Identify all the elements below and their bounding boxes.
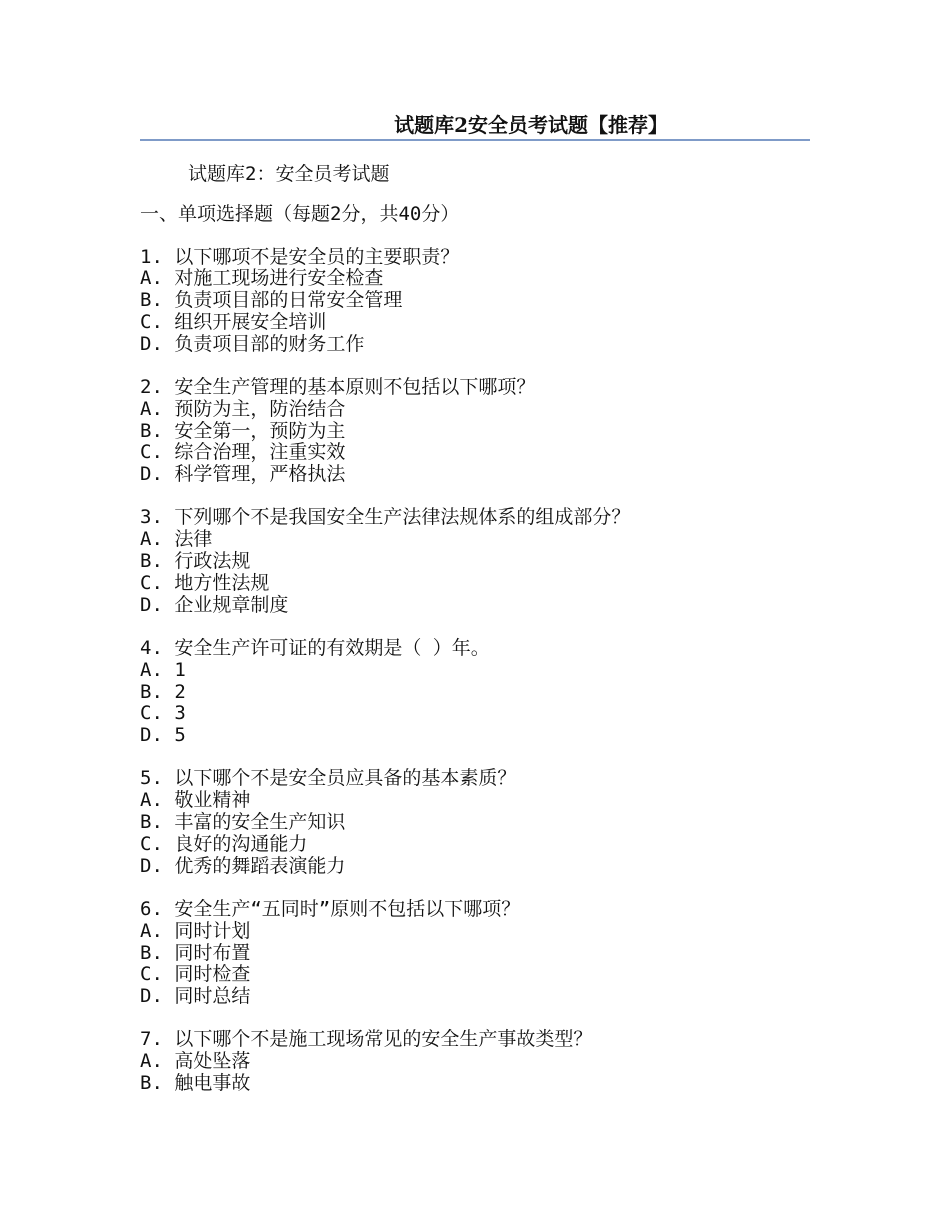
- document-subtitle: 试题库2：安全员考试题: [188, 163, 390, 185]
- question-stem: 4. 安全生产许可证的有效期是（ ）年。: [140, 636, 490, 659]
- question-stem: 1. 以下哪项不是安全员的主要职责？: [140, 245, 460, 268]
- answer-option: D. 企业规章制度: [140, 593, 289, 616]
- answer-option: D. 负责项目部的财务工作: [140, 332, 365, 355]
- question-item: [140, 247, 810, 356]
- answer-option: B. 同时布置: [140, 941, 251, 964]
- question-stem: 7. 以下哪个不是施工现场常见的安全生产事故类型？: [140, 1028, 593, 1051]
- answer-option: C. 良好的沟通能力: [140, 832, 308, 855]
- answer-option: C. 地方性法规: [140, 571, 270, 594]
- answer-option: C. 3: [140, 702, 186, 725]
- question-stem: 2. 安全生产管理的基本原则不包括以下哪项？: [140, 375, 536, 398]
- answer-option: D. 同时总结: [140, 985, 251, 1008]
- answer-option: A. 对施工现场进行安全检查: [140, 267, 384, 290]
- answer-option: B. 负责项目部的日常安全管理: [140, 289, 403, 312]
- answer-option: C. 综合治理，注重实效: [140, 441, 346, 464]
- answer-option: A. 预防为主，防治结合: [140, 397, 346, 420]
- answer-option: B. 触电事故: [140, 1072, 251, 1094]
- answer-option: A. 敬业精神: [140, 789, 251, 812]
- answer-option: A. 法律: [140, 528, 213, 551]
- question-item: [140, 638, 810, 747]
- question-item: [140, 1029, 810, 1094]
- answer-option: B. 丰富的安全生产知识: [140, 811, 346, 834]
- answer-option: A. 高处坠落: [140, 1050, 251, 1073]
- title-divider: [140, 139, 810, 141]
- section-heading: 一、单项选择题（每题2分，共40分）: [140, 203, 460, 225]
- answer-option: B. 行政法规: [140, 550, 251, 573]
- answer-option: C. 组织开展安全培训: [140, 310, 327, 333]
- answer-option: D. 科学管理，严格执法: [140, 463, 346, 486]
- question-item: [140, 899, 810, 1008]
- answer-option: A. 1: [140, 658, 186, 681]
- question-stem: 6. 安全生产“五同时”原则不包括以下哪项？: [140, 897, 521, 920]
- question-item: [140, 768, 810, 877]
- answer-option: C. 同时检查: [140, 963, 251, 986]
- question-item: [140, 377, 810, 486]
- question-stem: 3. 下列哪个不是我国安全生产法律法规体系的组成部分？: [140, 506, 631, 529]
- question-stem: 5. 以下哪个不是安全员应具备的基本素质？: [140, 767, 517, 790]
- answer-option: B. 安全第一，预防为主: [140, 419, 346, 442]
- answer-option: D. 优秀的舞蹈表演能力: [140, 854, 346, 877]
- question-item: [140, 507, 810, 616]
- answer-option: A. 同时计划: [140, 919, 251, 942]
- answer-option: B. 2: [140, 680, 186, 703]
- answer-option: D. 5: [140, 724, 186, 747]
- document-body: [140, 160, 810, 1095]
- question-list: [140, 247, 810, 1095]
- document-title: 试题库2安全员考试题【推荐】: [394, 113, 668, 137]
